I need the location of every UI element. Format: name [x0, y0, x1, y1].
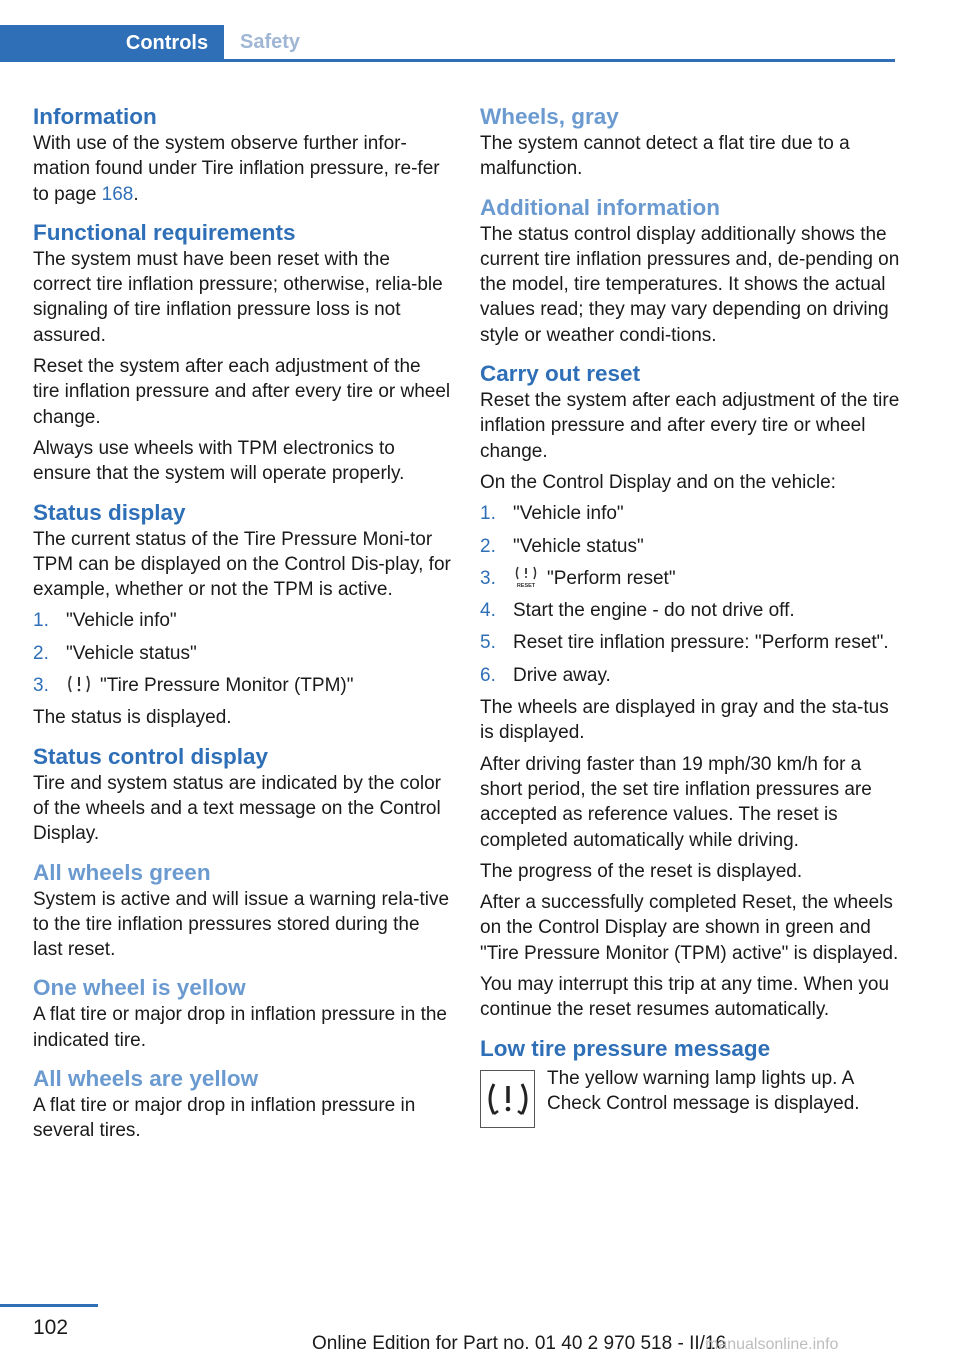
paragraph: The current status of the Tire Pressure Moni-tor TPM can be displayed on the Control Dis-play, for example, whether or not the TPM is active.: [33, 528, 451, 601]
information-text: [33, 131, 451, 207]
information-text-part: With use of the system observe further infor-mation found under Tire inflation pressure, re-fer to page: [33, 133, 440, 205]
list-item: [33, 673, 451, 698]
svg-text:RESET: RESET: [516, 582, 536, 588]
paragraph: The system cannot detect a flat tire due to a malfunction.: [480, 133, 850, 180]
heading-additional-information: Additional information: [480, 194, 720, 220]
heading-functional-requirements: Functional requirements: [33, 219, 296, 245]
paragraph: The status control display additionally shows the current tire inflation pressures and, de-pending on the model, tire temperatures. It shows the actual values read; they may vary depending on driving style or weather condi-tions.: [480, 223, 900, 346]
step-text: "Vehicle info": [66, 610, 177, 632]
heading-low-tire-pressure: Low tire pressure message: [480, 1035, 771, 1061]
step-number: 2.: [33, 642, 49, 664]
header-rule: [0, 59, 895, 62]
tpm-reset-icon: [513, 566, 539, 588]
section-wheels-gray: [480, 102, 900, 182]
step-text: "Perform reset": [547, 567, 676, 589]
status-display-steps: [33, 608, 451, 698]
paragraph: The yellow warning lamp lights up. A Check Control message is displayed.: [547, 1067, 860, 1114]
step-text-with-icon: [66, 673, 451, 698]
list-item: [480, 534, 900, 559]
paragraph: The progress of the reset is displayed.: [480, 860, 803, 882]
step-number: 2.: [480, 535, 496, 557]
section-additional-information: [480, 193, 900, 348]
step-text: "Vehicle status": [66, 642, 197, 664]
step-text: "Vehicle status": [513, 535, 644, 557]
list-item: [480, 598, 900, 623]
step-text: Start the engine - do not drive off.: [513, 600, 795, 622]
section-low-tire-pressure: [480, 1034, 900, 1128]
paragraph: The wheels are displayed in gray and the sta-tus is displayed.: [480, 697, 889, 744]
section-functional-requirements: [33, 218, 451, 487]
footer-rule: [0, 1304, 98, 1307]
information-text-end: .: [133, 183, 139, 205]
step-number: 4.: [480, 600, 496, 622]
paragraph: The system must have been reset with the correct tire inflation pressure; otherwise, relia-ble signaling of tire inflation pressure loss is not assured.: [33, 248, 443, 346]
step-text-with-icon: [513, 566, 900, 591]
tire-warning-glyph: [485, 1079, 531, 1119]
chapter-header: [0, 0, 895, 62]
left-column: [33, 102, 451, 1155]
list-item: [33, 608, 451, 633]
section-all-wheels-green: [33, 858, 451, 963]
tpm-icon: [66, 673, 92, 695]
step-number: 3.: [480, 567, 496, 589]
heading-one-wheel-yellow: One wheel is yellow: [33, 975, 246, 1001]
reset-steps: [480, 501, 900, 688]
watermark: manualsonline.info: [705, 1336, 839, 1353]
list-item: [480, 663, 900, 688]
section-one-wheel-yellow: [33, 973, 451, 1053]
list-item: [33, 641, 451, 666]
page-number: 102: [33, 1316, 69, 1339]
heading-carry-out-reset: Carry out reset: [480, 361, 641, 387]
step-number: 3.: [33, 675, 49, 697]
heading-information: Information: [33, 104, 157, 129]
heading-all-wheels-green: All wheels green: [33, 859, 211, 885]
tab-safety[interactable]: Safety: [240, 30, 301, 53]
section-information: [33, 102, 451, 207]
paragraph: Reset the system after each adjustment of the tire inflation pressure and after every tire or wheel change.: [480, 390, 900, 462]
paragraph: You may interrupt this trip at any time. When you continue the reset resumes automatically.: [480, 974, 890, 1021]
warning-row: [480, 1066, 900, 1128]
step-number: 5.: [480, 632, 496, 654]
section-status-display: [33, 498, 451, 731]
paragraph: The status is displayed.: [33, 707, 232, 729]
paragraph: A flat tire or major drop in inflation pressure in the indicated tire.: [33, 1004, 447, 1051]
paragraph: Always use wheels with TPM electronics to ensure that the system will operate properly.: [33, 437, 405, 485]
list-item: [480, 630, 900, 655]
section-all-wheels-yellow: [33, 1064, 451, 1144]
heading-status-display: Status display: [33, 499, 186, 525]
step-number: 1.: [33, 610, 49, 632]
step-text: Drive away.: [513, 664, 611, 686]
paragraph: After a successfully completed Reset, the wheels on the Control Display are shown in green and "Tire Pressure Monitor (TPM) active" is displayed.: [480, 892, 899, 964]
step-text: "Vehicle info": [513, 503, 624, 525]
heading-all-wheels-yellow: All wheels are yellow: [33, 1066, 259, 1092]
paragraph: A flat tire or major drop in inflation pressure in several tires.: [33, 1095, 416, 1142]
right-column: [480, 102, 900, 1139]
tab-controls[interactable]: Controls: [0, 25, 224, 62]
paragraph: After driving faster than 19 mph/30 km/h for a short period, the set tire inflation pressures are accepted as reference values. The reset is completed automatically while driving.: [480, 753, 872, 851]
edition-text: Online Edition for Part no. 01 40 2 970 518 - II/16: [312, 1333, 727, 1354]
list-item: [480, 566, 900, 591]
paragraph: On the Control Display and on the vehicle:: [480, 471, 836, 493]
page-link-168[interactable]: 168: [101, 183, 134, 205]
heading-wheels-gray: Wheels, gray: [480, 104, 619, 129]
step-text: Reset tire inflation pressure: "Perform reset".: [513, 632, 889, 654]
paragraph: System is active and will issue a warning rela-tive to the tire inflation pressures stored during the last reset.: [33, 888, 450, 961]
tire-warning-icon: [480, 1070, 535, 1128]
paragraph: Reset the system after each adjustment of the tire inflation pressure and after every tire or wheel change.: [33, 356, 451, 428]
section-status-control-display: [33, 742, 451, 847]
list-item: [480, 501, 900, 526]
paragraph: Tire and system status are indicated by the color of the wheels and a text message on the Control Display.: [33, 772, 441, 845]
step-number: 1.: [480, 503, 496, 525]
step-number: 6.: [480, 664, 496, 686]
heading-status-control-display: Status control display: [33, 743, 269, 769]
step-text: "Tire Pressure Monitor (TPM)": [100, 675, 354, 697]
section-carry-out-reset: [480, 359, 900, 1023]
